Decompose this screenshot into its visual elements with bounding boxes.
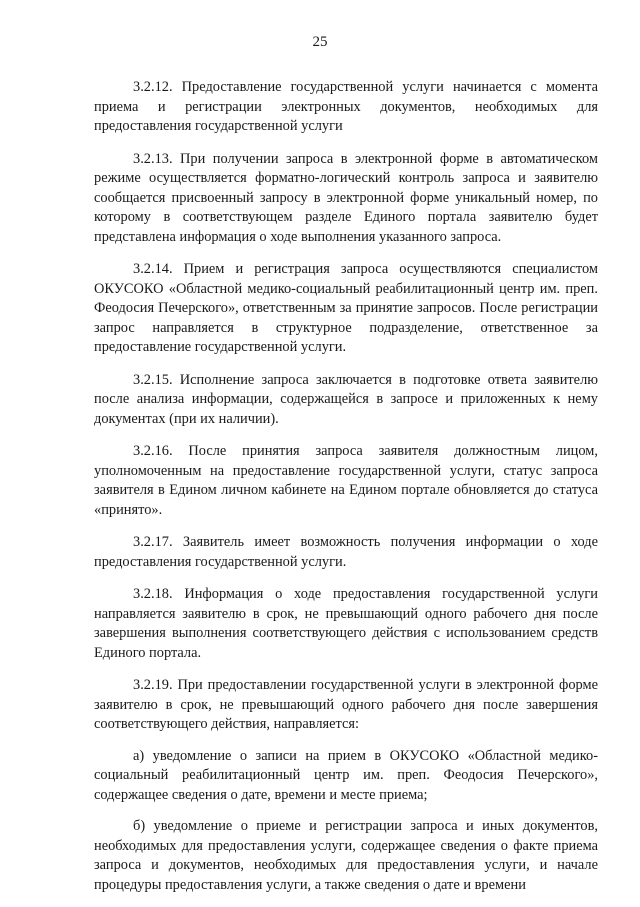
paragraph-3-2-13: 3.2.13. При получении запроса в электронной форме в автоматическом режиме осуществляется форматно-логический контроль запроса и заявителю сообщается присвоенный запросу в электронной форме уникальный номер, по которому в соответствующем разделе Единого портала заявителю будет представлена информация о ходе выполнения указанного запроса. (94, 150, 598, 245)
paragraph-3-2-18: 3.2.18. Информация о ходе предоставления государственной услуги направляется заявителю в срок, не превышающий одного рабочего дня после завершения выполнения соответствующего действия с использованием средств Единого портала. (94, 586, 598, 661)
list-item-a: а) уведомление о записи на прием в ОКУСОКО «Областной медико-социальный реабилитационный центр им. преп. Феодосия Печерского», содержащее сведения о дате, времени и месте приема; (94, 747, 598, 803)
page-number: 25 (312, 34, 328, 50)
paragraph-3-2-14: 3.2.14. Прием и регистрация запроса осуществляются специалистом ОКУСОКО «Областной медико-социальный реабилитационный центр им. преп. Феодосия Печерского», ответственным за принятие запросов. После регистрации запрос направляется в структурное подразделение, ответственное за предоставление государственной услуги. (94, 261, 598, 355)
list-item-b: б) уведомление о приеме и регистрации запроса и иных документов, необходимых для предоставления услуги, содержащее сведения о факте приема запроса и документов, необходимых для предоставления услуги, и начале процедуры предоставления услуги, а также сведения о дате и времени (94, 818, 598, 893)
paragraph-3-2-16: 3.2.16. После принятия запроса заявителя должностным лицом, уполномоченным на предоставление государственной услуги, статус запроса заявителя в Едином личном кабинете на Едином портале обновляется до статуса «принято». (94, 443, 598, 518)
paragraph-3-2-15: 3.2.15. Исполнение запроса заключается в подготовке ответа заявителю после анализа информации, содержащейся в запросе и приложенных к нему документах (при их наличии). (94, 371, 598, 427)
paragraph-3-2-17: 3.2.17. Заявитель имеет возможность получения информации о ходе предоставления государственной услуги. (94, 534, 598, 570)
document-body (94, 78, 598, 907)
paragraph-3-2-19: 3.2.19. При предоставлении государственной услуги в электронной форме заявителю в срок, не превышающий одного рабочего дня после завершения соответствующего действия, направляется: (94, 677, 598, 732)
paragraph-3-2-12: 3.2.12. Предоставление государственной услуги начинается с момента приема и регистрации электронных документов, необходимых для предоставления государственной услуги (94, 79, 598, 134)
